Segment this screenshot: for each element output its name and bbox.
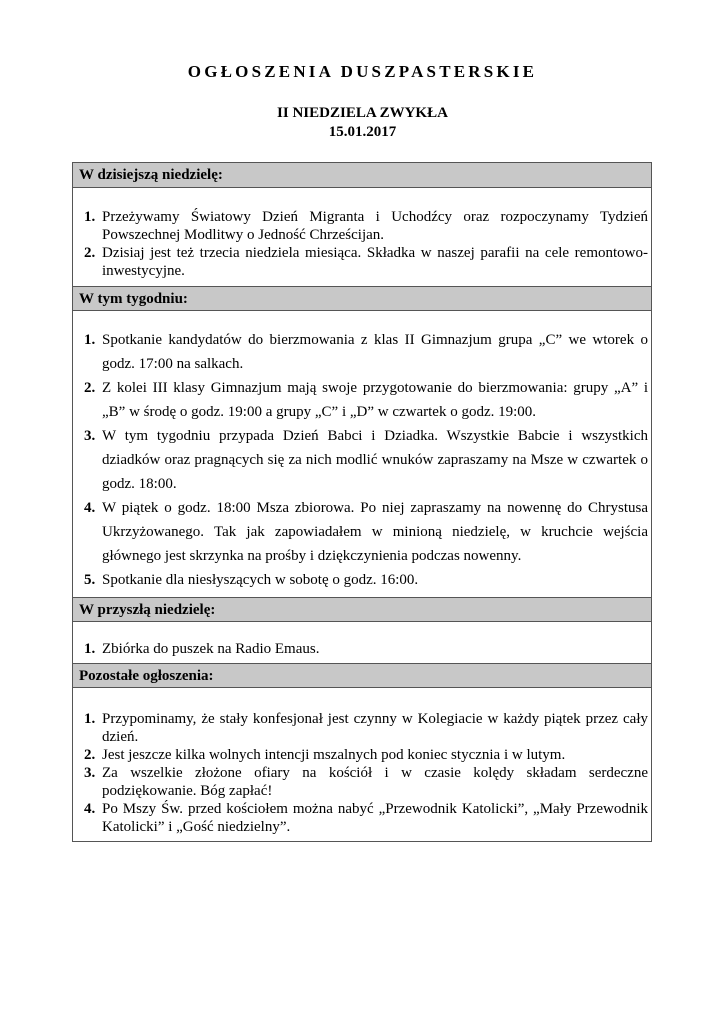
subtitle xyxy=(0,104,725,142)
item-text: Za wszelkie złożone ofiary na kościół i w czasie kolędy składam serdeczne podziękowanie. Bóg zapłać! xyxy=(102,765,648,799)
section-body-other xyxy=(73,688,651,841)
item-number: 1. xyxy=(84,332,96,348)
item-number: 1. xyxy=(84,209,96,225)
section-heading-next-sunday: W przyszłą niedzielę: xyxy=(73,597,651,622)
item-text: W tym tygodniu przypada Dzień Babci i Dziadka. Wszystkie Babcie i wszystkich dziadków oraz pragnących się za nich modlić wnuków zapraszamy na Msze w czwartek o godz. 18:00. xyxy=(102,428,648,492)
section-heading-today: W dzisiejszą niedzielę: xyxy=(73,163,651,188)
section-heading-other: Pozostałe ogłoszenia: xyxy=(73,663,651,688)
section-body-this-week xyxy=(73,311,651,597)
section-body-next-sunday xyxy=(73,622,651,663)
item-number: 2. xyxy=(84,380,96,396)
list-item xyxy=(76,496,648,568)
section-body-today xyxy=(73,188,651,286)
list-item xyxy=(76,328,648,376)
list-item xyxy=(76,424,648,496)
item-number: 3. xyxy=(84,765,96,781)
item-text: Z kolei III klasy Gimnazjum mają swoje przygotowanie do bierzmowania: grupy „A” i „B” w środę o godz. 19:00 a grupy „C” i „D” w czwartek o godz. 19:00. xyxy=(102,380,648,420)
item-number: 1. xyxy=(84,711,96,727)
item-text: Spotkanie dla niesłyszących w sobotę o godz. 16:00. xyxy=(102,572,419,588)
item-text: Po Mszy Św. przed kościołem można nabyć „Przewodnik Katolicki”, „Mały Przewodnik Katolicki” i „Gość niedzielny”. xyxy=(102,801,648,835)
announcements-table xyxy=(72,162,652,842)
item-text: Spotkanie kandydatów do bierzmowania z klas II Gimnazjum grupa „C” we wtorek o godz. 17:00 na salkach. xyxy=(102,332,648,372)
item-text: Jest jeszcze kilka wolnych intencji mszalnych pod koniec stycznia i w lutym. xyxy=(102,747,566,763)
list-item xyxy=(76,376,648,424)
list-item xyxy=(76,710,648,746)
item-number: 4. xyxy=(84,500,96,516)
list-item xyxy=(76,800,648,836)
item-number: 5. xyxy=(84,572,96,588)
item-number: 1. xyxy=(84,641,96,657)
item-text: Zbiórka do puszek na Radio Emaus. xyxy=(102,641,320,657)
item-number: 3. xyxy=(84,428,96,444)
item-text: Przypominamy, że stały konfesjonał jest czynny w Kolegiacie w każdy piątek przez cały dzień. xyxy=(102,711,648,745)
list-item xyxy=(76,244,648,280)
item-text: Dzisiaj jest też trzecia niedziela miesiąca. Składka w naszej parafii na cele remontowo-inwestycyjne. xyxy=(102,245,648,279)
sunday-name: II NIEDZIELA ZWYKŁA xyxy=(277,105,448,121)
item-text: W piątek o godz. 18:00 Msza zbiorowa. Po niej zapraszamy na nowennę do Chrystusa Ukrzyżowanego. Tak jak zapowiadałem w minioną niedzielę, w kruchcie wejścia głównego jest skrzynka na prośby i dziękczynienia podczas nowenny. xyxy=(102,500,648,564)
announcement-date: 15.01.2017 xyxy=(328,124,397,140)
list-item xyxy=(76,640,648,658)
list-item xyxy=(76,208,648,244)
list-item xyxy=(76,568,648,592)
item-text: Przeżywamy Światowy Dzień Migranta i Uchodźcy oraz rozpoczynamy Tydzień Powszechnej Modlitwy o Jedność Chrześcijan. xyxy=(102,209,648,243)
item-number: 4. xyxy=(84,801,96,817)
section-heading-this-week: W tym tygodniu: xyxy=(73,286,651,311)
item-number: 2. xyxy=(84,245,96,261)
item-number: 2. xyxy=(84,747,96,763)
list-item xyxy=(76,764,648,800)
page-title: OGŁOSZENIA DUSZPASTERSKIE xyxy=(187,62,538,81)
list-item xyxy=(76,746,648,764)
